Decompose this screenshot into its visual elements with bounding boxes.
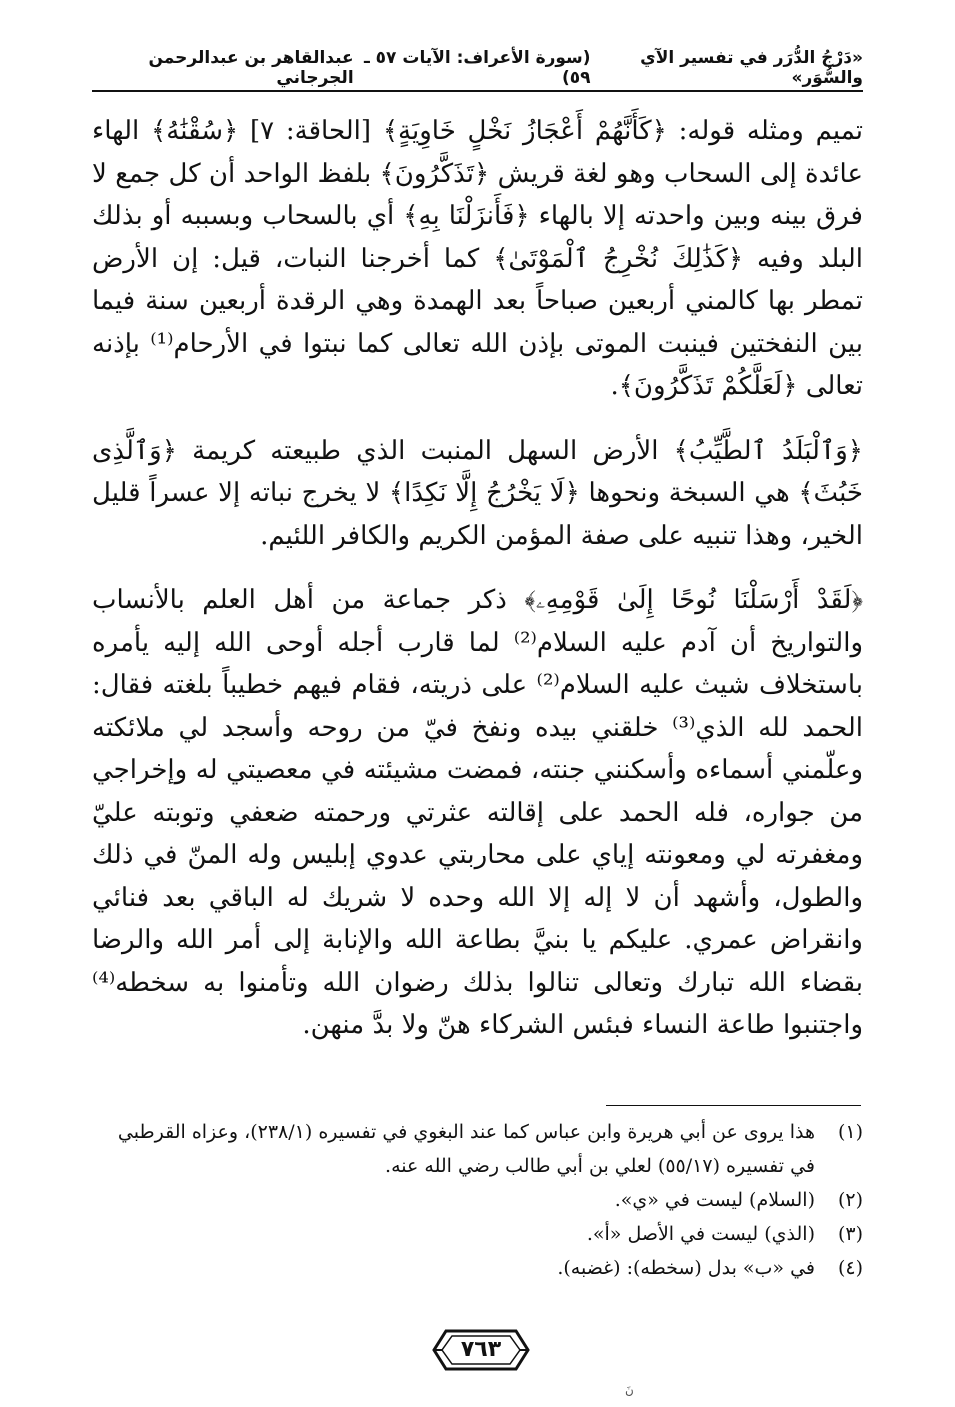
footnotes: [92, 1115, 863, 1285]
footnote-number: (٣): [837, 1223, 863, 1245]
header-book-title: «دَرْجُ الدُّرَر في تفسير الآي والسُّوَر»: [640, 48, 863, 88]
header-section: (سورة الأعراف: الآيات ٥٧ ـ ٥٩): [363, 48, 591, 88]
header-author: عبدالقاهر بن عبدالرحمن الجرجاني: [148, 48, 354, 88]
paragraph: ﴿لَقَدْ أَرْسَلْنَا نُوحًا إِلَىٰ قَوْمِهِۦ﴾ ذكر جماعة من أهل العلم بالأنساب والتواريخ أن آدم عليه السلام⁽²⁾ لما قارب أجله أوحى الله إليه يأمره باستخلاف شيث عليه السلام⁽²⁾ على ذريته، فقام فيهم خطيباً بلغته فقال: الحمد لله الذي⁽³⁾ خلقني بيده ونفخ فيّ من روحه وأسجد لي ملائكته وعلّمني أسماءه وأسكنني جنته، فمضت مشيئته في معصيتي له وإخراجي من جواره، فله الحمد على إقالته عثرتي ورحمته ضعفي وتوبته عليّ ومغفرته لي ومعونته إياي على محاربتي عدوي إبليس وله المنّ في ذلك والطول، وأشهد أن لا إله إلا الله وحده لا شريك له الباقي بعد فنائي وانقراض عمري. عليكم يا بنيَّ بطاعة الله والإنابة إلى أمر الله والرضا بقضاء الله تبارك وتعالى تنالوا بذلك رضوان الله وتأمنوا به سخطه⁽⁴⁾ واجتنبوا طاعة النساء فبئس الشركاء هنّ ولا بدَّ منهن.: [92, 585, 864, 1040]
footnote-number: (٢): [837, 1189, 863, 1211]
page-number: ٧٦٣: [460, 1337, 502, 1362]
paragraph: ﴿وَٱلْبَلَدُ ٱلطَّيِّبُ﴾ الأرض السهل المنبت الذي طبيعته كريمة ﴿وَٱلَّذِى خَبُثَ﴾ هي السبخة ونحوها ﴿لَا يَخْرُجُ إِلَّا نَكِدًا﴾ لا يخرج نباته إلا عسراً قليل الخير، وهذا تنبيه على صفة المؤمن الكريم والكافر اللئيم.: [92, 435, 863, 551]
footnote-text: هذا يروى عن أبي هريرة وابن عباس كما عند البغوي في تفسيره (٢٣٨/١)، وعزاه القرطبي في تفسيره (٥٥/١٧) لعلي بن أبي طالب رضي الله عنه.: [117, 1121, 815, 1177]
footnote-text: في «ب» بدل (سخطه): (غضبه).: [557, 1257, 815, 1279]
running-header: [92, 48, 863, 88]
main-text: [92, 110, 863, 1047]
footnote: [92, 1251, 863, 1285]
footnote-number: (١): [837, 1121, 863, 1143]
footnote: [92, 1115, 863, 1183]
footnote-number: (٤): [837, 1257, 863, 1279]
page-number-ornament: [432, 1325, 530, 1375]
footnote-divider: [606, 1105, 861, 1106]
header-divider: [92, 90, 863, 92]
paragraph: تميم ومثله قوله: ﴿كَأَنَّهُمْ أَعْجَازُ نَخْلٍ خَاوِيَةٍ﴾ [الحاقة: ٧] ﴿سُقْنَٰهُ﴾ الهاء عائدة إلى السحاب وهو لغة قريش ﴿تَذَكَّرُونَ﴾ بلفظ الواحد أن كل جمع لا فرق بينه وبين واحدته إلا بالهاء ﴿فَأَنزَلْنَا بِهِ﴾ أي بالسحاب وبسببه أو بذلك البلد وفيه ﴿كَذَٰلِكَ نُخْرِجُ ٱلْمَوْتَىٰ﴾ كما أخرجنا النبات، قيل: إن الأرض تمطر بها كالمني أربعين صباحاً بعد الهمدة وهي الرقدة أربعين سنة فيما بين النفختين فينبت الموتى بإذن الله تعالى كما نبتوا في الأرحام⁽¹⁾ بإذنه تعالى ﴿لَعَلَّكُمْ تَذَكَّرُونَ﴾.: [92, 116, 864, 401]
page-mark: نَ: [625, 1383, 634, 1397]
footnote-text: (السلام) ليست في «ي».: [614, 1189, 815, 1211]
footnote: [92, 1183, 863, 1217]
footnote: [92, 1217, 863, 1251]
footnote-text: (الذي) ليست في الأصل «أ».: [586, 1223, 815, 1245]
